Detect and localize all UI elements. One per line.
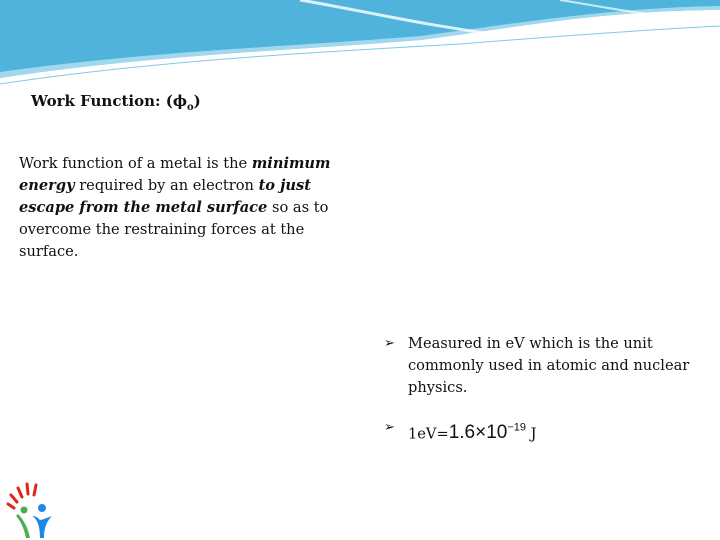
bullet-item-units: ➢ Measured in eV which is the unit commonly used in atomic and nuclear physics. xyxy=(384,335,690,396)
bullet-item-conversion: ➢ $1eV=1.6\times 10^{-19}$ J xyxy=(384,417,694,445)
logo-icon xyxy=(2,476,58,540)
conversion-formula: $1.6\times 10^{-19}$ xyxy=(448,422,527,444)
bullet-list xyxy=(384,333,694,445)
arrow-bullet-icon: ➢ xyxy=(384,420,395,435)
header-wave-decoration xyxy=(0,0,720,90)
arrow-bullet-icon: ➢ xyxy=(384,336,395,351)
definition-paragraph: Work function of a metal is the minimum energy required by an electron to just escape from the metal surface so as to overcome the restraining forces at the surface. xyxy=(19,155,331,260)
slide-title: Work Function: $(\phi_o)$ xyxy=(31,92,201,113)
